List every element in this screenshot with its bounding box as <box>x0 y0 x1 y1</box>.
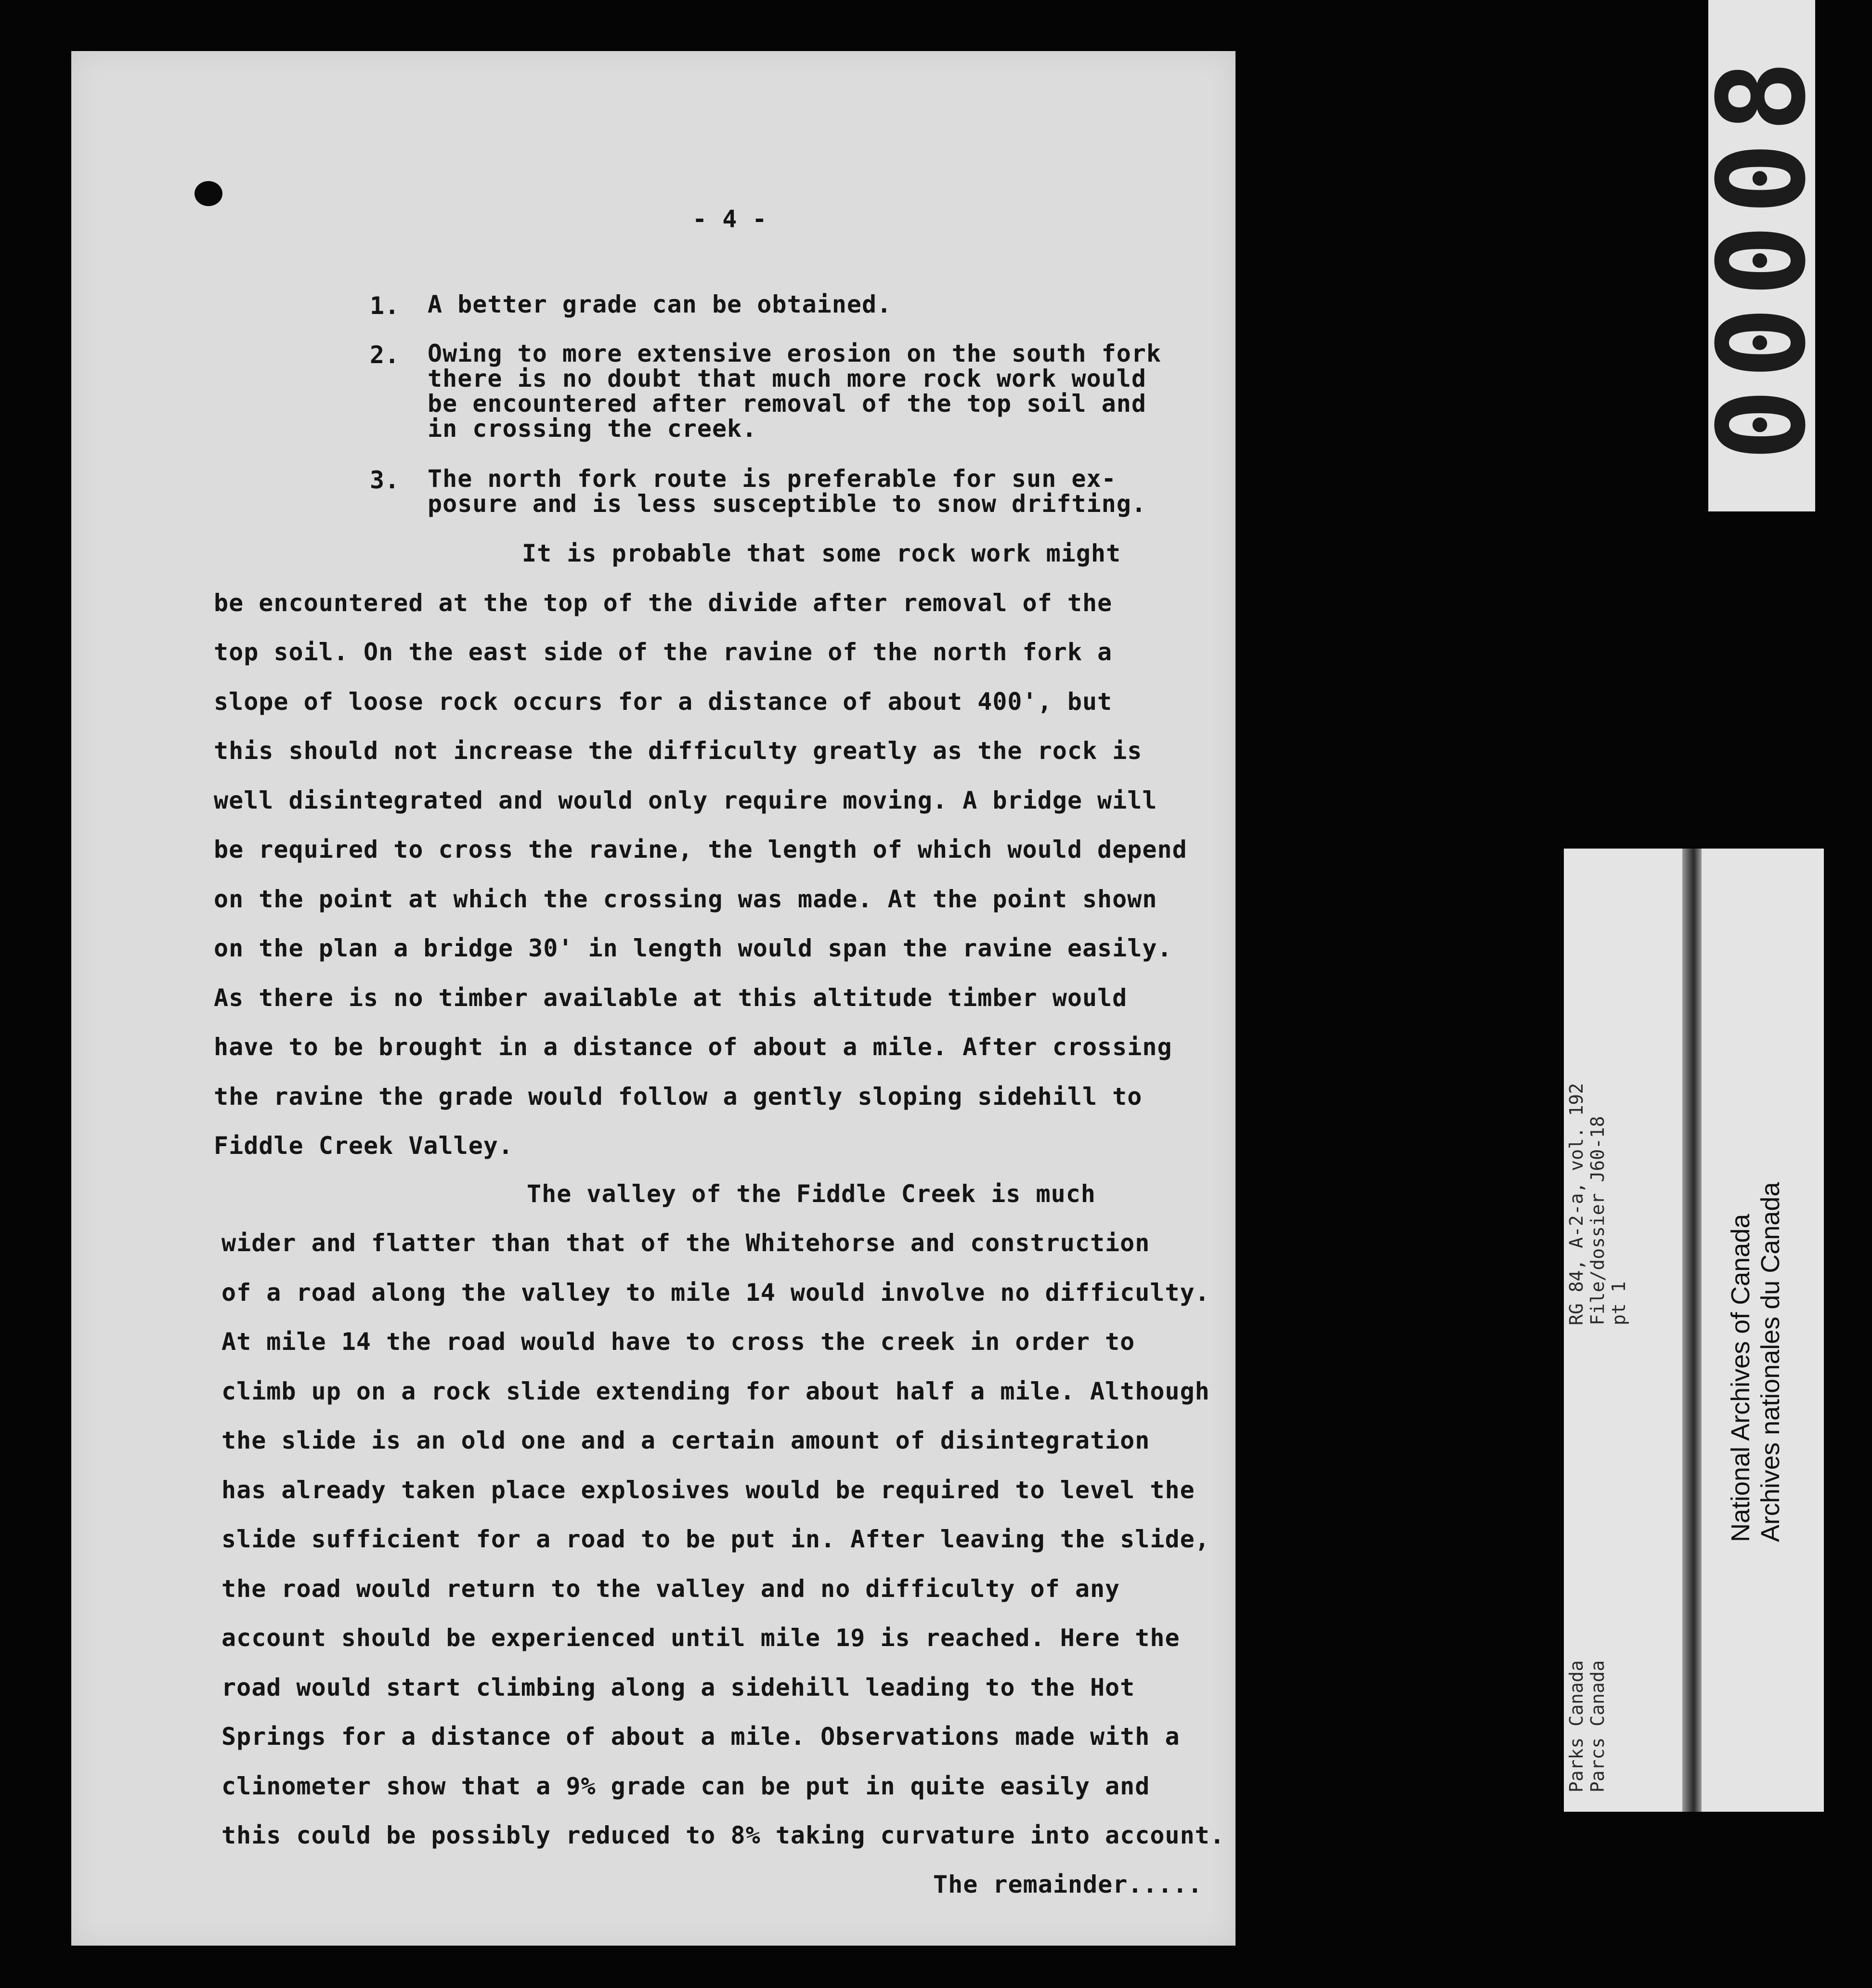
paragraph-1-line: top soil. On the east side of the ravine of the north fork a <box>214 638 1113 666</box>
archives-line: Archives nationales du Canada <box>1756 1182 1785 1542</box>
list-line: be encountered after removal of the top soil and <box>428 390 1146 418</box>
paragraph-2-line: has already taken place explosives would be required to level the <box>221 1476 1195 1504</box>
paragraph-1-line: It is probable that some rock work might <box>522 539 1121 567</box>
paragraph-1-line: As there is no timber available at this altitude timber would <box>214 984 1128 1012</box>
list-line: Owing to more extensive erosion on the south fork <box>428 340 1162 367</box>
paragraph-1-line: be encountered at the top of the divide after removal of the <box>214 589 1113 617</box>
list-line: in crossing the creek. <box>428 415 757 443</box>
list-line: A better grade can be obtained. <box>428 290 892 318</box>
archive-reference <box>1566 1083 1629 1325</box>
paragraph-2-line: this could be possibly reduced to 8% taking curvature into account. <box>221 1821 1225 1849</box>
paragraph-1-line: on the point at which the crossing was made. At the point shown <box>214 885 1157 913</box>
paragraph-2-line: Springs for a distance of about a mile. Observations made with a <box>221 1723 1180 1751</box>
paragraph-1-line: slope of loose rock occurs for a distance of about 400', but <box>214 688 1113 716</box>
list-line: there is no doubt that much more rock work would <box>428 365 1146 392</box>
agency-line: Parks Canada <box>1566 1660 1587 1792</box>
label-divider <box>1682 849 1702 1812</box>
page-number: - 4 - <box>692 205 767 233</box>
paragraph-1-line: have to be brought in a distance of about a mile. After crossing <box>214 1033 1172 1061</box>
paragraph-2-line: At mile 14 the road would have to cross the creek in order to <box>221 1328 1135 1356</box>
reference-line: pt 1 <box>1608 1281 1629 1325</box>
punch-hole <box>195 181 222 206</box>
paragraph-1-line: well disintegrated and would only require moving. A bridge will <box>214 786 1157 814</box>
list-number: 3. <box>370 466 400 494</box>
frame-number-stamp <box>1691 0 1832 511</box>
paragraph-2-line: account should be experienced until mile 19 is reached. Here the <box>221 1624 1180 1652</box>
typed-page <box>71 51 1235 1946</box>
paragraph-1-line: the ravine the grade would follow a gently sloping sidehill to <box>214 1083 1143 1111</box>
reference-line: File/dossier J60-18 <box>1587 1116 1608 1325</box>
paragraph-1-line: on the plan a bridge 30' in length would span the ravine easily. <box>214 934 1172 962</box>
continuation-text: The remainder..... <box>933 1870 1203 1898</box>
reference-line: RG 84, A-2-a, vol. 192 <box>1566 1083 1587 1325</box>
list-number: 2. <box>370 341 400 369</box>
list-number: 1. <box>370 292 400 320</box>
paragraph-2-line: the road would return to the valley and no difficulty of any <box>221 1575 1120 1603</box>
agency-line: Parcs Canada <box>1587 1660 1608 1792</box>
paragraph-2-line: slide sufficient for a road to be put in. After leaving the slide, <box>221 1525 1210 1553</box>
paragraph-2-line: the slide is an old one and a certain amount of disintegration <box>221 1426 1150 1454</box>
frame-number: 00008 <box>1691 50 1832 461</box>
paragraph-2-line: road would start climbing along a sidehill leading to the Hot <box>221 1674 1135 1701</box>
list-line: The north fork route is preferable for sun ex- <box>428 465 1117 493</box>
paragraph-1-line: Fiddle Creek Valley. <box>214 1132 514 1160</box>
archives-name <box>1726 1182 1785 1542</box>
list-line: posure and is less susceptible to snow drifting. <box>428 490 1146 518</box>
paragraph-1-line: this should not increase the difficulty greatly as the rock is <box>214 737 1143 765</box>
agency-name <box>1566 1660 1608 1792</box>
paragraph-1-line: be required to cross the ravine, the length of which would depend <box>214 836 1187 863</box>
paragraph-2-line: The valley of the Fiddle Creek is much <box>527 1180 1096 1208</box>
archives-line: National Archives of Canada <box>1726 1214 1755 1542</box>
paragraph-2-line: of a road along the valley to mile 14 would involve no difficulty. <box>221 1279 1210 1307</box>
paragraph-2-line: climb up on a rock slide extending for about half a mile. Although <box>221 1377 1210 1405</box>
archive-label-card <box>1564 849 1824 1812</box>
paragraph-2-line: wider and flatter than that of the Whitehorse and construction <box>221 1229 1150 1257</box>
paragraph-2-line: clinometer show that a 9% grade can be put in quite easily and <box>221 1772 1150 1800</box>
